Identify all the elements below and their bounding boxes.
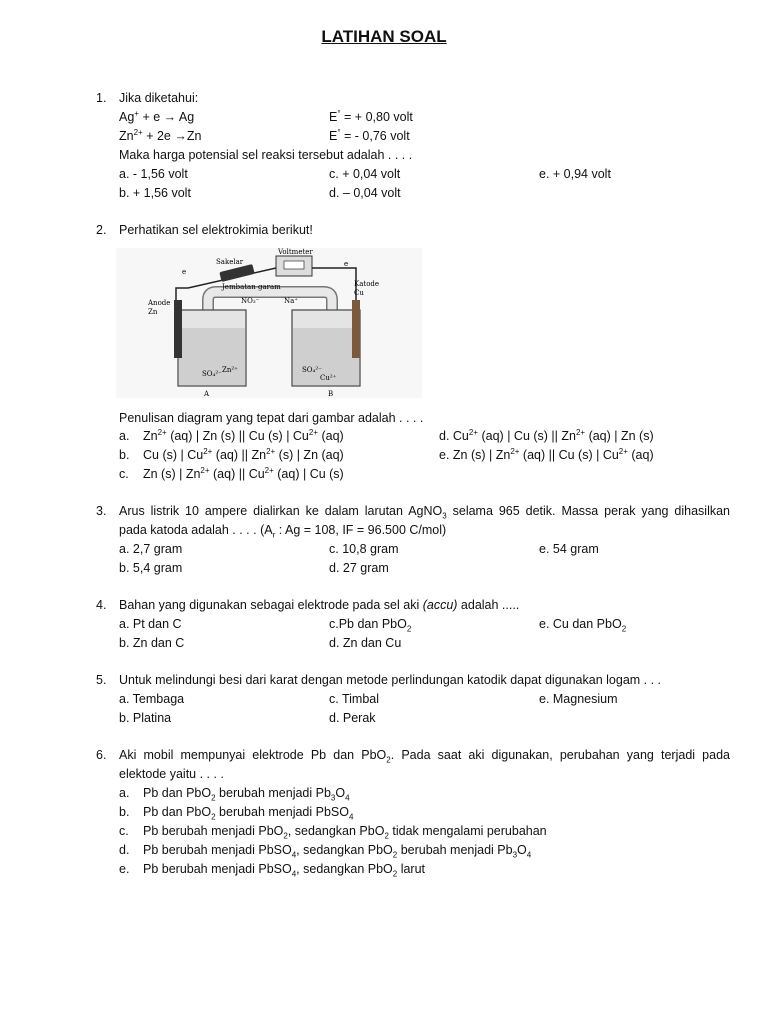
q1-option-e: e. + 0,94 volt — [539, 167, 611, 181]
label-jembatan-garam: Jembatan garam — [222, 283, 281, 291]
label-zn2: Zn²⁺ — [222, 366, 238, 374]
label-so4-b: SO₄²⁻ — [302, 366, 322, 374]
q6-option-e: Pb berubah menjadi PbSO$_4$, sedangkan PbO$_2$ larut — [143, 862, 426, 879]
label-beaker-a: A — [204, 390, 210, 398]
label-sakelar: Sakelar — [216, 258, 244, 266]
q1-option-d: d. – 0,04 volt — [329, 186, 401, 200]
q6-number: 6. — [96, 748, 107, 762]
label-katode: Katode — [354, 280, 380, 288]
q6-label-c: c. — [119, 824, 129, 838]
q2-option-a: $Zn^{2+}$ (aq) | Zn (s) || Cu (s) | $Cu^{2+}$ (aq) — [143, 427, 344, 443]
q3-text-line1: Arus listrik 10 ampere dialirkan ke dalam larutan AgNO$_3$ selama 965 detik. Massa perak yang dihasilkan — [119, 504, 731, 521]
q3-option-a: a. 2,7 gram — [119, 542, 183, 556]
label-e-right: e — [344, 260, 349, 268]
q1-potential-ag: E° = + 0,80 volt — [329, 108, 413, 124]
q5-option-d: d. Perak — [329, 711, 376, 725]
label-cu2: Cu²⁺ — [320, 374, 337, 382]
q3-option-d: d. 27 gram — [329, 561, 389, 575]
label-e-left: e — [182, 268, 187, 276]
q1-option-a: a. - 1,56 volt — [119, 167, 188, 181]
q1-option-b: b. + 1,56 volt — [119, 186, 191, 200]
q6-label-b: b. — [119, 805, 130, 819]
q6-option-b: Pb dan PbO$_2$ berubah menjadi PbSO$_4$ — [143, 805, 354, 822]
q2-label-a: a. — [119, 429, 130, 443]
q3-option-b: b. 5,4 gram — [119, 561, 183, 575]
page-title: LATIHAN SOAL — [321, 27, 447, 46]
q3-option-c: c. 10,8 gram — [329, 542, 399, 556]
q1-number: 1. — [96, 91, 107, 105]
q2-option-c: Zn (s) | $Zn^{2+}$ (aq) || $Cu^{2+}$ (aq) | Cu (s) — [143, 465, 344, 481]
label-beaker-b: B — [328, 390, 334, 398]
q1-question: Maka harga potensial sel reaksi tersebut adalah . . . . — [119, 148, 413, 162]
q3-number: 3. — [96, 504, 107, 518]
q2-option-e: e. Zn (s) | $Zn^{2+}$ (aq) || Cu (s) | $Cu^{2+}$ (aq) — [439, 446, 654, 462]
q1-potential-zn: E° = - 0,76 volt — [329, 127, 410, 143]
q2-option-d: d. $Cu^{2+}$ (aq) | Cu (s) || $Zn^{2+}$ (aq) | Zn (s) — [439, 427, 654, 443]
label-katode-cu: Cu — [354, 289, 364, 297]
q1-reaction-ag: Ag+ + e → Ag — [119, 108, 195, 124]
label-anode: Anode — [148, 299, 171, 307]
q6-option-d: Pb berubah menjadi PbSO$_4$, sedangkan PbO$_2$ berubah menjadi $Pb_3O_4$ — [143, 843, 532, 860]
q6-text-line1: Aki mobil mempunyai elektrode Pb dan PbO$_2$. Pada saat aki digunakan, perubahan yang terjadi pada — [119, 748, 730, 765]
q4-option-a: a. Pt dan C — [119, 617, 182, 631]
q2-option-b: Cu (s) | $Cu^{2+}$ (aq) || $Zn^{2+}$ (s) | Zn (aq) — [143, 446, 344, 462]
q5-option-c: c. Timbal — [329, 692, 380, 706]
q4-option-b: b. Zn dan C — [119, 636, 185, 650]
q2-number: 2. — [96, 223, 107, 237]
q5-option-e: e. Magnesium — [539, 692, 618, 706]
q6-text-line2: elektode yaitu . . . . — [119, 767, 224, 781]
q5-option-b: b. Platina — [119, 711, 172, 725]
q5-text: Untuk melindungi besi dari karat dengan metode perlindungan katodik dapat digunakan logam . . . — [119, 673, 662, 687]
q1-option-c: c. + 0,04 volt — [329, 167, 401, 181]
label-so4-a: SO₄²⁻ — [202, 370, 222, 378]
q3-text-line2: pada katoda adalah . . . . ($A_r$ : Ag = 108, IF = 96.500 C/mol) — [119, 523, 447, 540]
q4-option-d: d. Zn dan Cu — [329, 636, 402, 650]
q4-text: Bahan yang digunakan sebagai elektrode pada sel aki (accu) adalah ..... — [119, 598, 520, 612]
q6-option-c: Pb berubah menjadi PbO$_2$, sedangkan PbO$_2$ tidak mengalami perubahan — [143, 824, 547, 841]
electrochemical-cell-diagram — [116, 248, 422, 398]
q2-label-b: b. — [119, 448, 130, 462]
label-voltmeter: Voltmeter — [278, 248, 313, 256]
q1-intro: Jika diketahui: — [119, 91, 199, 105]
q3-option-e: e. 54 gram — [539, 542, 599, 556]
q2-intro: Perhatikan sel elektrokimia berikut! — [119, 223, 313, 237]
q5-number: 5. — [96, 673, 107, 687]
q5-option-a: a. Tembaga — [119, 692, 185, 706]
q6-label-d: d. — [119, 843, 130, 857]
q1-reaction-zn: $Zn^{2+} + 2e \to Zn$ — [119, 127, 202, 143]
q2-label-c: c. — [119, 467, 129, 481]
q4-option-c: c.Pb dan PbO$_2$ — [329, 617, 412, 634]
q4-option-e: e. Cu dan PbO$_2$ — [539, 617, 627, 634]
q6-option-a: Pb dan PbO$_2$ berubah menjadi $Pb_3O_4$ — [143, 786, 350, 803]
label-no3: NO₃⁻ — [241, 297, 260, 305]
q2-question: Penulisan diagram yang tepat dari gambar adalah . . . . — [119, 411, 424, 425]
q4-number: 4. — [96, 598, 107, 612]
label-na: Na⁺ — [284, 297, 298, 305]
label-anode-zn: Zn — [148, 308, 158, 316]
q6-label-e: e. — [119, 862, 130, 876]
q6-label-a: a. — [119, 786, 130, 800]
